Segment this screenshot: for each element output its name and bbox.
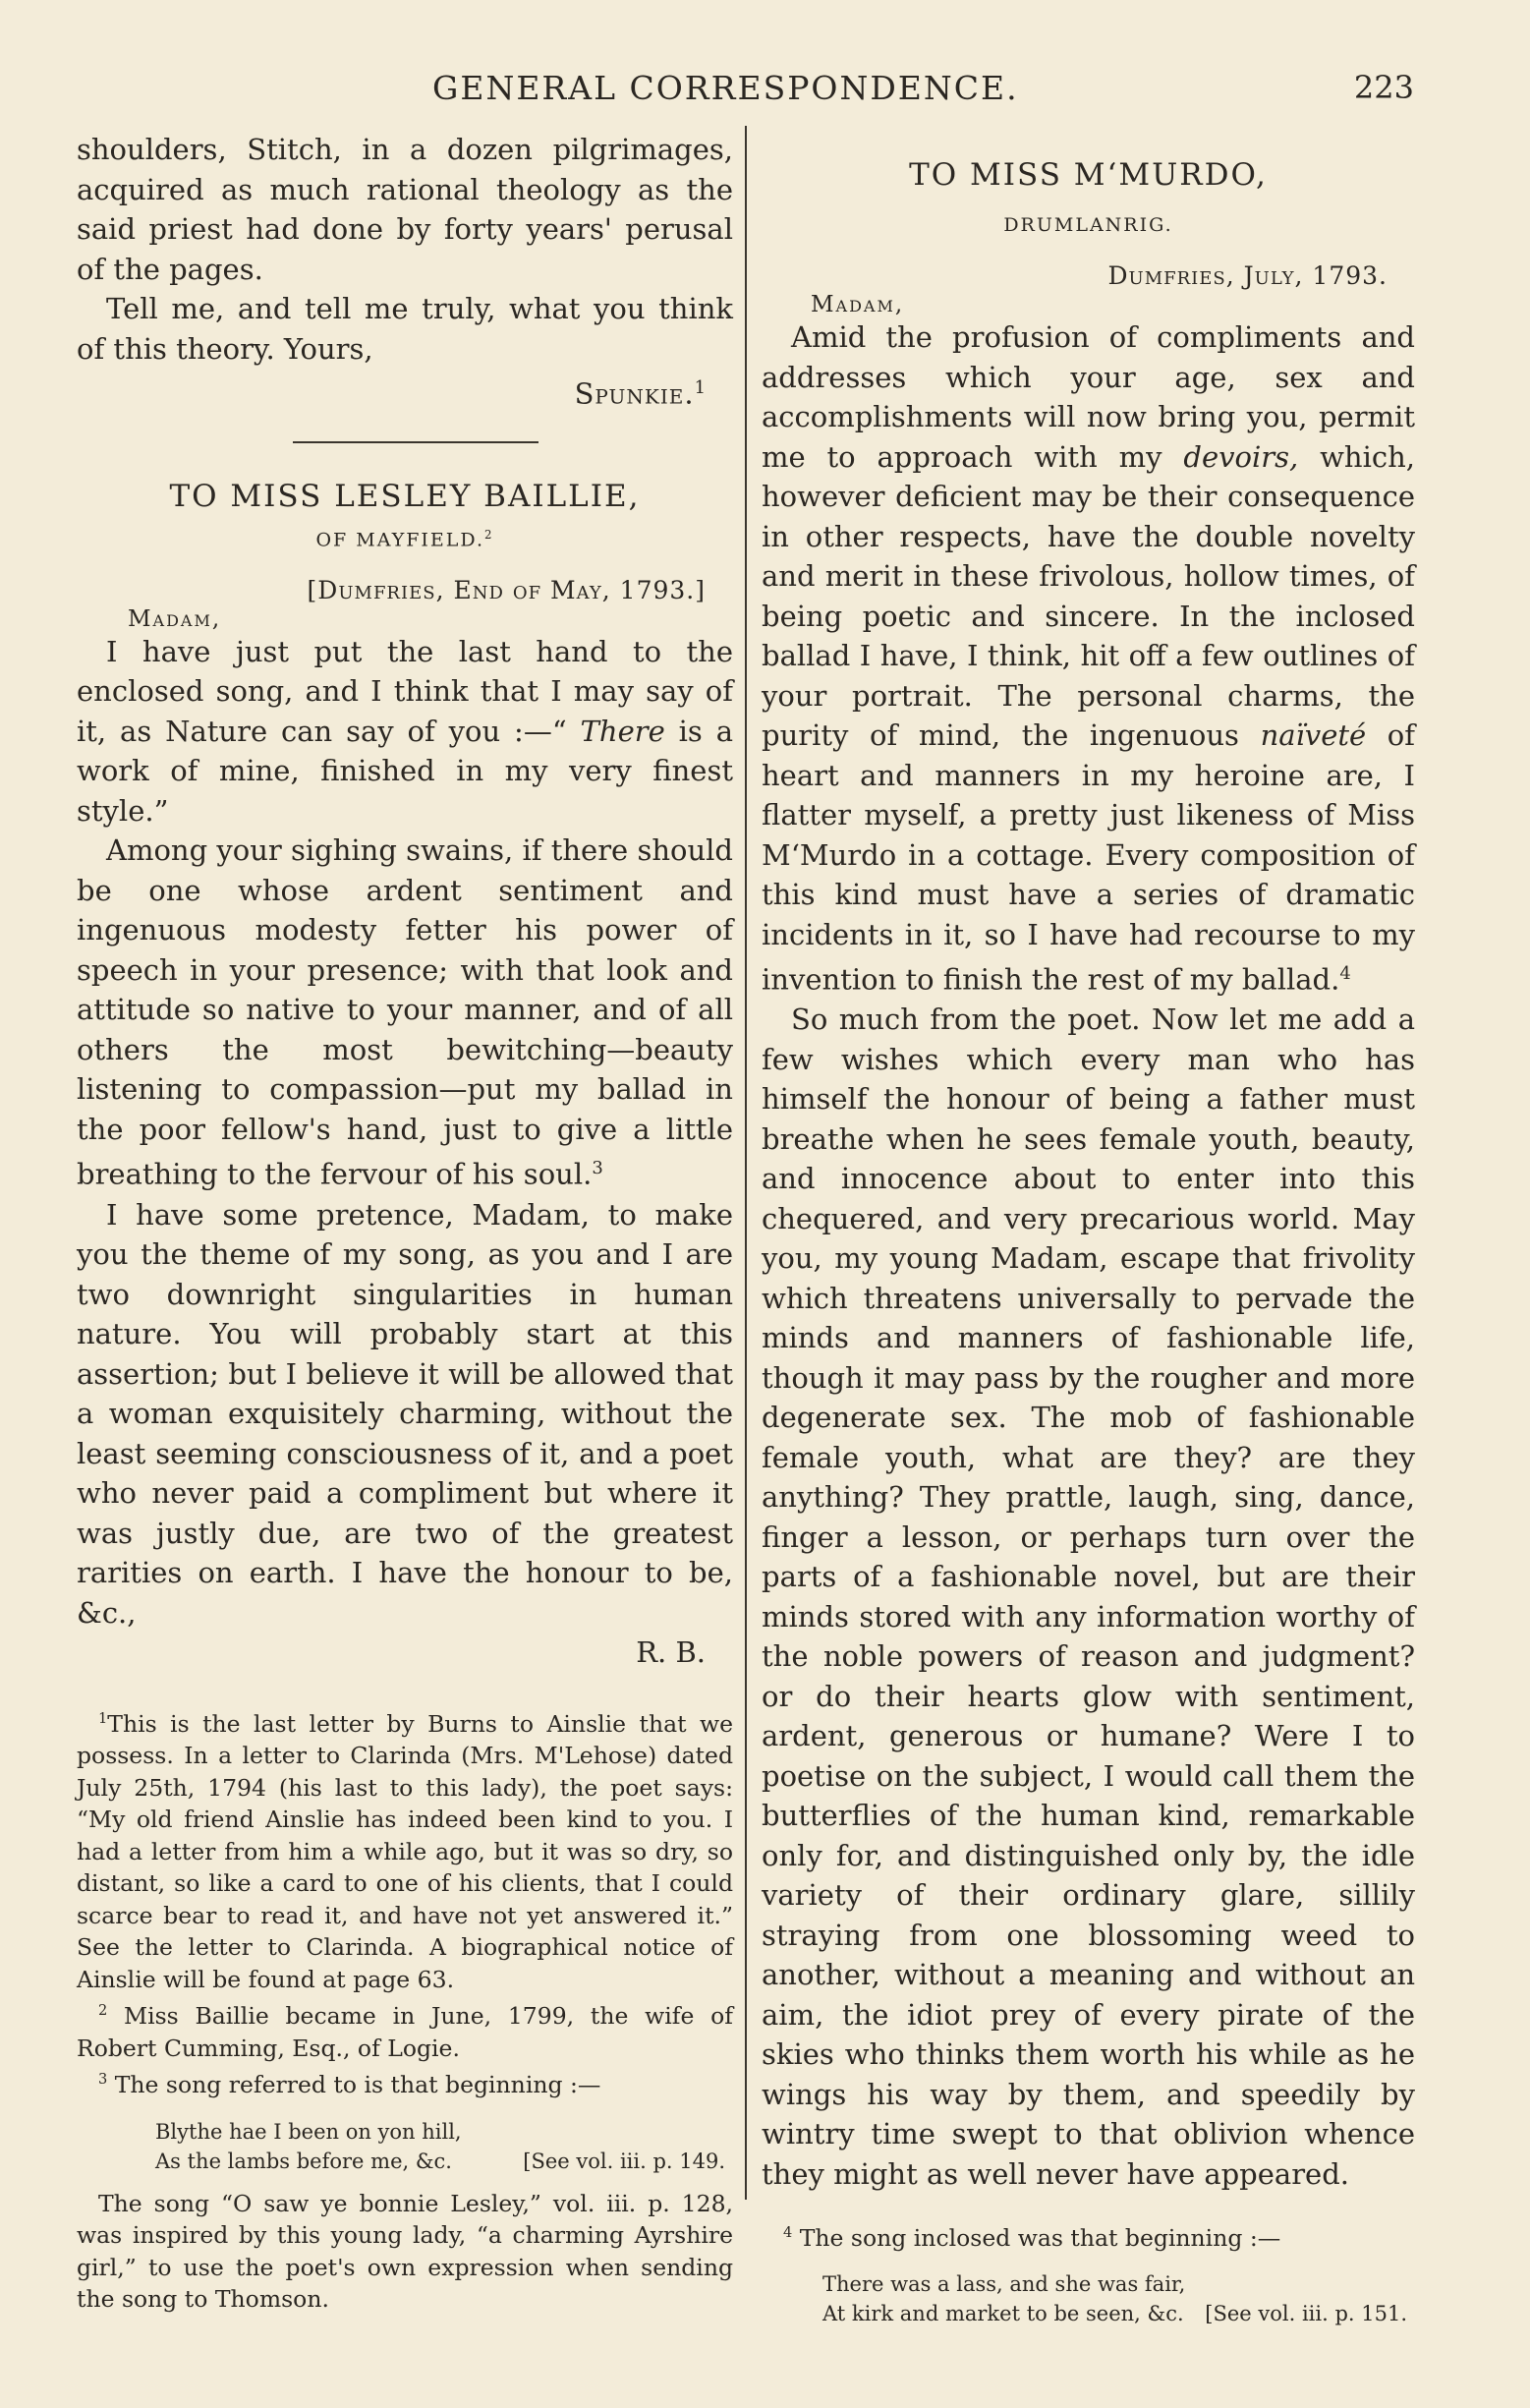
footnote-4: $^4$ The song inclosed was that beginning :— <box>783 2223 1281 2252</box>
footnote-3: $^3$ The song referred to is that beginning :— <box>98 2071 601 2099</box>
salutation-baillie: Madam, <box>128 605 222 632</box>
running-title: GENERAL CORRESPONDENCE. <box>432 69 1019 107</box>
section-divider <box>293 441 538 443</box>
footnote-ref-1[interactable]: 1 <box>694 377 706 398</box>
signature-rb: R. B. <box>636 1635 706 1670</box>
column-divider <box>745 126 747 2200</box>
footnotes-left <box>77 1703 733 2315</box>
verse-ref-1: [See vol. iii. p. 149. <box>523 2149 725 2173</box>
footnote-ref-2[interactable]: 2 <box>484 527 494 542</box>
verse-quote-1: Blythe hae I been on yon hill, As the lambs before me, &c. [See vol. iii. p. 149. <box>155 2117 733 2176</box>
dateline-baillie: [Dumfries, End of May, 1793.] <box>307 575 706 604</box>
letter-heading-mmurdo: TO MISS M‘MURDO, <box>909 157 1268 193</box>
footnote-ref-4[interactable]: 4 <box>1339 963 1351 984</box>
baillie-paragraph-2: Among your sighing swains, if there should be one whose ardent sentiment and ingenuous modesty fetter his power of speech in your presence; with that look and attitude so native to your manner, and of all others the most bewitching—beauty listening to compassion—put my ballad in the poor fellow's hand, just to give a little breathing to the fervour of his soul.$^3$ <box>77 833 733 1192</box>
verse-quote-2: There was a lass, and she was fair, At kirk and market to be seen, &c. [See vol. iii. p. 151. <box>822 2269 1415 2328</box>
verse-ref-2: [See vol. iii. p. 151. <box>1205 2302 1407 2326</box>
signature-spunkie: Spunkie.$^1$ <box>574 376 706 411</box>
continued-paragraph: shoulders, Stitch, in a dozen pilgrimages, acquired as much rational theology as the said priest had done by forty years' perusal of the pages. <box>77 133 733 286</box>
footnote-2: $^2$ Miss Baillie became in June, 1799, the wife of Robert Cumming, Esq., of Logie. <box>77 2002 733 2062</box>
letter-subheading-drumlanrig: DRUMLANRIG. <box>1003 214 1173 236</box>
right-column <box>762 157 1415 2340</box>
salutation-mmurdo: Madam, <box>811 292 905 317</box>
closing-paragraph: Tell me, and tell me truly, what you think of this theory. Yours, <box>77 292 733 366</box>
footnote-3-continued: The song “O saw ye bonnie Lesley,” vol. iii. p. 128, was inspired by this young lady, “a charming Ayrshire girl,” to use the poet's own expression when sending the song to Thomson. <box>77 2189 733 2314</box>
letter-subheading-mayfield: OF MAYFIELD.$^2$ <box>315 527 494 550</box>
page-number: 223 <box>1353 69 1414 106</box>
left-column <box>77 130 733 2316</box>
mmurdo-paragraph-1: Amid the profusion of compliments and addresses which your age, sex and accomplishments will now bring you, permit me to approach with my devoirs, which, however deficient may be their consequence in other respects, have the double novelty and merit in these frivolous, hollow times, of being poetic and sincere. In the inclosed ballad I have, I think, hit off a few outlines of your portrait. The personal charms, the purity of mind, the ingenuous naïveté of heart and manners in my heroine are, I flatter myself, a pretty just likeness of Miss M‘Murdo in a cottage. Every composition of this kind must have a series of dramatic incidents in it, so I have had recourse to my invention to finish the rest of my ballad.$^4$ <box>762 320 1416 997</box>
dateline-mmurdo: Dumfries, July, 1793. <box>1107 261 1388 290</box>
mmurdo-paragraph-2: So much from the poet. Now let me add a few wishes which every man who has himself the honour of being a father must breathe when he sees female youth, beauty, and innocence about to enter into this chequered, and very precarious world. May you, my young Madam, escape that frivolity which threatens universally to pervade the minds and manners of fashionable life, though it may pass by the rougher and more degenerate sex. The mob of fashionable female youth, what are they? are they anything? They prattle, laugh, sing, dance, finger a lesson, or perhaps turn over the parts of a fashionable novel, but are their minds stored with any information worthy of the noble powers of reason and judgment? or do their hearts glow with sentiment, ardent, generous or humane? Were I to poetise on the subject, I would call them the butterflies of the human kind, remarkable only for, and distinguished only by, the idle variety of their ordinary glare, sillily straying from one blossoming weed to another, without a meaning and without an aim, the idiot prey of every pirate of the skies who thinks them worth his while as he wings his way by them, and speedily by wintry time swept to that oblivion whence they might as well never have appeared. <box>762 1003 1415 2191</box>
footnote-1: $^1$This is the last letter by Burns to Ainslie that we possess. In a letter to Clarinda (Mrs. M'Lehose) dated July 25th, 1794 (his last to this lady), the poet says: “My old friend Ainslie has indeed been kind to you. I had a letter from him a while ago, but it was so dry, so distant, so like a card to one of his clients, that I could scarce bear to read it, and have not yet answered it.” See the letter to Clarinda. A biographical notice of Ainslie will be found at page 63. <box>77 1709 733 1993</box>
baillie-paragraph-3: I have some pretence, Madam, to make you the theme of my song, as you and I are two downright singularities in human nature. You will probably start at this assertion; but I believe it will be allowed that a woman exquisitely charming, without the least seeming consciousness of it, and a poet who never paid a compliment but where it was justly due, are two of the greatest rarities on earth. I have the honour to be, &c., <box>77 1197 733 1630</box>
footnote-ref-3[interactable]: 3 <box>592 1158 603 1179</box>
letter-heading-baillie: TO MISS LESLEY BAILLIE, <box>169 478 641 514</box>
baillie-paragraph-1: I have just put the last hand to the enclosed song, and I think that I may say of it, as Nature can say of you :—“ There is a work of mine, finished in my very finest style.” <box>77 634 733 828</box>
footnotes-right <box>762 2217 1415 2328</box>
